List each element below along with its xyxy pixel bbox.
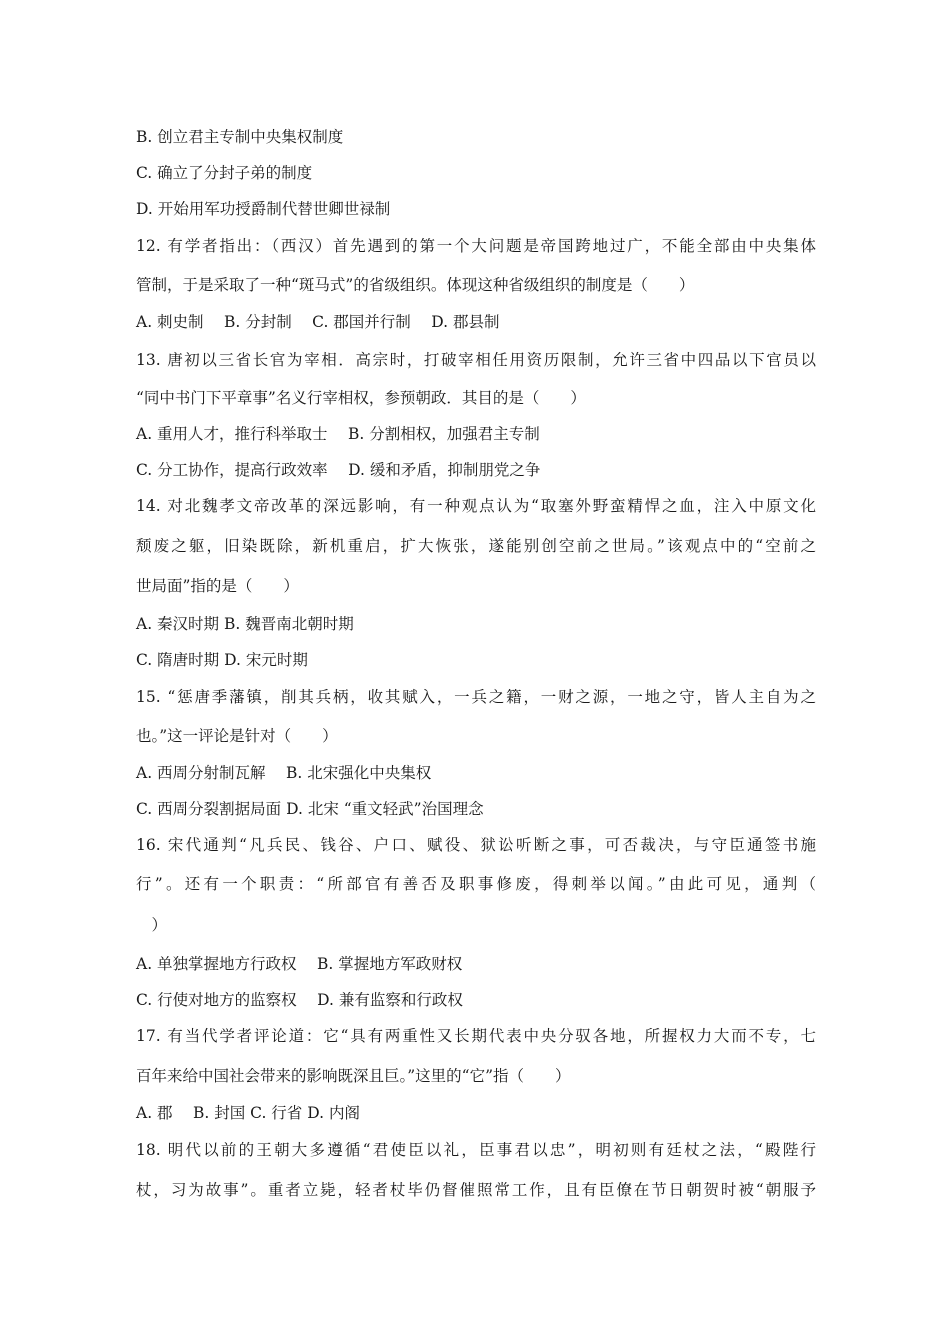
question-14-options: C. 隋唐时期 D. 宋元时期 [136, 651, 308, 669]
option-line: B. 创立君主专制中央集权制度 [136, 128, 344, 146]
question-13-text: 13. 唐初以三省长官为宰相．高宗时，打破宰相任用资历限制，允许三省中四品以下官员以 [136, 351, 816, 369]
question-17-text: 百年来给中国社会带来的影响既深且巨。”这里的“它”指（ ） [136, 1067, 571, 1085]
question-14-text: 世局面”指的是（ ） [136, 577, 299, 595]
question-17-text: 17. 有当代学者评论道：它“具有两重性又长期代表中央分驭各地，所握权力大而不专，七 [136, 1027, 816, 1045]
question-16-text: ） [136, 916, 168, 934]
option-line: D. 开始用军功授爵制代替世卿世禄制 [136, 200, 391, 218]
question-16-text: 行”。还有一个职责：“所部官有善否及职事修废，得刺举以闻。”由此可见，通判（ [136, 875, 816, 893]
question-13-text: “同中书门下平章事”名义行宰相权，参预朝政．其目的是（ ） [136, 389, 586, 407]
question-13-options: C. 分工协作，提高行政效率 D. 缓和矛盾，抑制朋党之争 [136, 461, 541, 479]
question-15-text: 也。”这一评论是针对（ ） [136, 727, 338, 745]
question-15-options: C. 西周分裂割据局面 D. 北宋 “重文轻武”治国理念 [136, 800, 484, 818]
question-15-text: 15. “惩唐季藩镇，削其兵柄，收其赋入，一兵之籍，一财之源，一地之守，皆人主自为之 [136, 688, 816, 706]
question-15-options: A. 西周分射制瓦解 B. 北宋强化中央集权 [136, 764, 432, 782]
question-16-options: A. 单独掌握地方行政权 B. 掌握地方军政财权 [136, 955, 463, 973]
question-17-options: A. 郡 B. 封国 C. 行省 D. 内阁 [136, 1104, 360, 1122]
question-13-options: A. 重用人才，推行科举取士 B. 分割相权，加强君主专制 [136, 425, 540, 443]
question-14-text: 颓废之躯，旧染既除，新机重启，扩大恢张，遂能别创空前之世局。”该观点中的“空前之 [136, 537, 816, 555]
question-18-text: 杖，习为故事”。重者立毙，轻者杖毕仍督催照常工作，且有臣僚在节日朝贺时被“朝服予 [136, 1181, 816, 1199]
question-14-options: A. 秦汉时期 B. 魏晋南北朝时期 [136, 615, 354, 633]
option-line: C. 确立了分封子弟的制度 [136, 164, 313, 182]
question-12-text: 12. 有学者指出：（西汉）首先遇到的第一个大问题是帝国跨地过广，不能全部由中央集体 [136, 237, 816, 255]
question-12-options: A. 刺史制 B. 分封制 C. 郡国并行制 D. 郡县制 [136, 313, 500, 331]
question-12-text: 管制，于是采取了一种“斑马式”的省级组织。体现这种省级组织的制度是（ ） [136, 276, 695, 294]
question-16-options: C. 行使对地方的监察权 D. 兼有监察和行政权 [136, 991, 463, 1009]
question-14-text: 14. 对北魏孝文帝改革的深远影响，有一种观点认为“取塞外野蛮精悍之血，注入中原文化 [136, 497, 816, 515]
question-18-text: 18. 明代以前的王朝大多遵循“君使臣以礼，臣事君以忠”，明初则有廷杖之法，“殿陛行 [136, 1141, 816, 1159]
question-16-text: 16. 宋代通判“凡兵民、钱谷、户口、赋役、狱讼听断之事，可否裁决，与守臣通签书施 [136, 836, 816, 854]
